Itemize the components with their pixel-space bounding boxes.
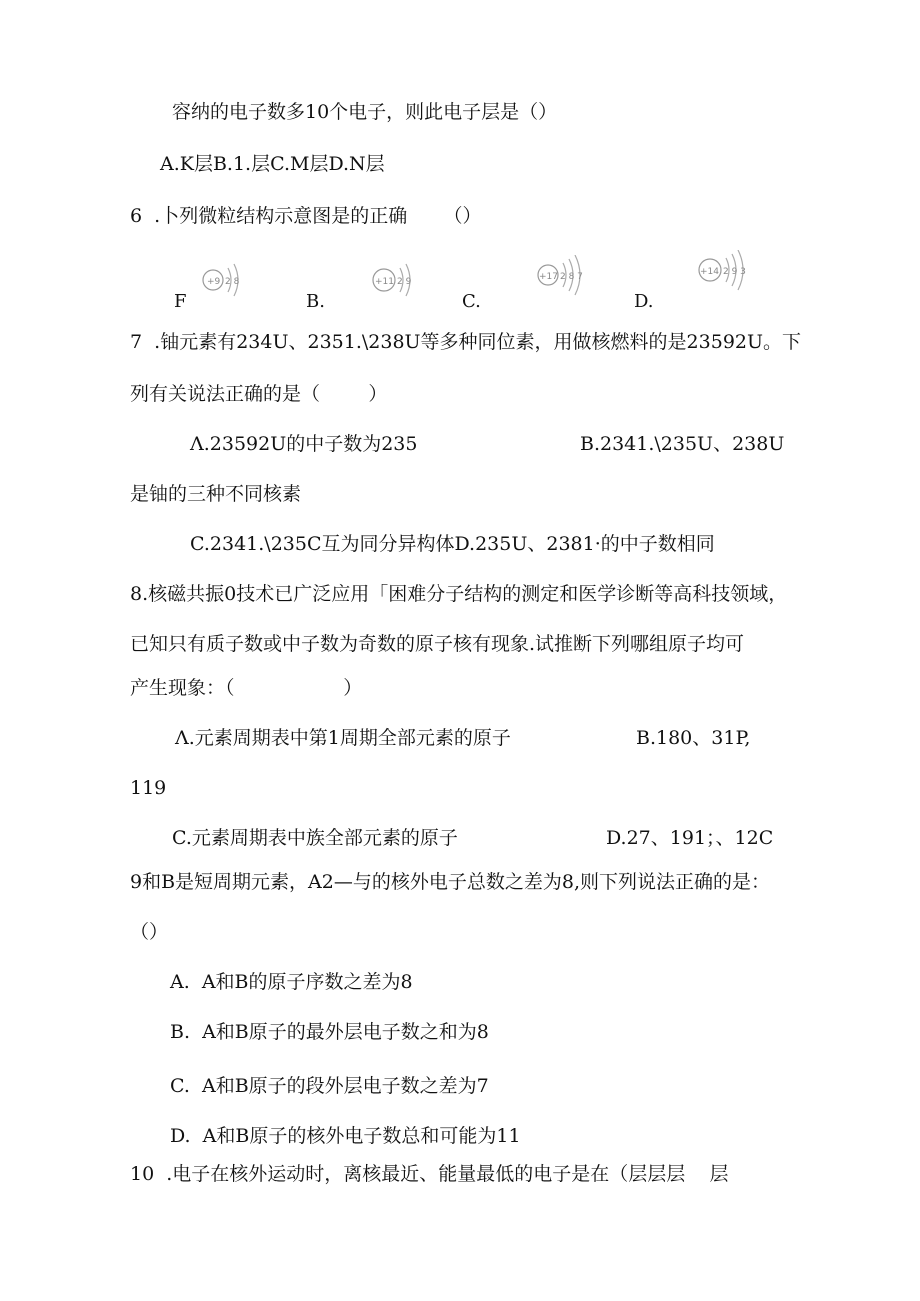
q8-text-2: 已知只有质子数或中子数为奇数的原子核有现象.试推断下列哪组原子均可 [130, 633, 745, 655]
atom-shells-f: 2 8 [225, 277, 240, 287]
q7-text-2: 列有关说法正确的是（ ） [130, 383, 388, 405]
q8-option-a: Λ.元素周期表中第1周期全部元素的原子 [175, 727, 511, 749]
atom-letter-c: C. [462, 291, 481, 312]
atom-shells-c: 2 8 7 [560, 272, 583, 282]
q7-text-1: 7 .铀元素有234U、2351.\238U等多种同位素，用做核燃料的是23592U。下 [130, 331, 802, 353]
q9-option-a: A. A和B的原子序数之差为8 [170, 971, 413, 993]
q10-text: 10 .电子在核外运动时，离核最近、能量最低的电子是在（层层层 层 [130, 1163, 729, 1185]
atom-diagram-d [694, 250, 764, 310]
q5-text: 容纳的电子数多10个电子，则此电子层是（） [172, 101, 558, 123]
atom-diagram-b [368, 260, 438, 320]
q7-option-b-cont: 是铀的三种不同核素 [130, 483, 302, 505]
q5-options: A.K层B.1.层C.M层D.N层 [160, 153, 385, 175]
q9-option-d: D. A和B原子的核外电子数总和可能为11 [170, 1125, 521, 1147]
atom-nucleus-c: +17 [539, 272, 558, 282]
atom-diagram-f [198, 258, 268, 318]
q8-text-3: 产生现象：（ ） [130, 677, 363, 699]
q6-text: 6 .卜列微粒结构示意图是的正确 （） [130, 205, 482, 227]
q8-text-1: 8.核磁共振0技术已广泛应用「困难分子结构的测定和医学诊断等高科技领域， [130, 583, 788, 605]
q9-text-2: （） [130, 921, 169, 943]
atom-nucleus-d: +14 [700, 267, 719, 277]
atom-nucleus-f: +9 [207, 277, 221, 287]
q9-option-c: C. A和B原子的段外层电子数之差为7 [170, 1075, 489, 1097]
q8-option-b-cont: 119 [130, 777, 167, 799]
q8-option-c: C.元素周期表中族全部元素的原子 [172, 827, 458, 849]
q9-option-b: B. A和B原子的最外层电子数之和为8 [170, 1021, 489, 1043]
q7-option-cd: C.2341.\235C互为同分异构体D.235U、2381·的中子数相同 [190, 533, 715, 555]
atom-letter-f: F [174, 291, 187, 312]
q9-text-1: 9和B是短周期元素，A2—与的核外电子总数之差为8,则下列说法正确的是： [130, 871, 770, 893]
atom-letter-b: B. [306, 291, 325, 312]
q7-option-b: B.2341.\235U、238U [580, 433, 785, 455]
atom-shells-b: 2 9 [397, 277, 412, 287]
atom-diagram-c [535, 255, 605, 315]
q8-option-d: D.27、191；、12C [606, 827, 774, 849]
q7-option-a: Λ.23592U的中子数为235 [190, 433, 418, 455]
q8-option-b: B.180、31P, [636, 727, 751, 749]
atom-shells-d: 2 9 3 [723, 267, 746, 277]
atom-nucleus-b: +11 [375, 277, 394, 287]
atom-letter-d: D. [634, 291, 654, 312]
